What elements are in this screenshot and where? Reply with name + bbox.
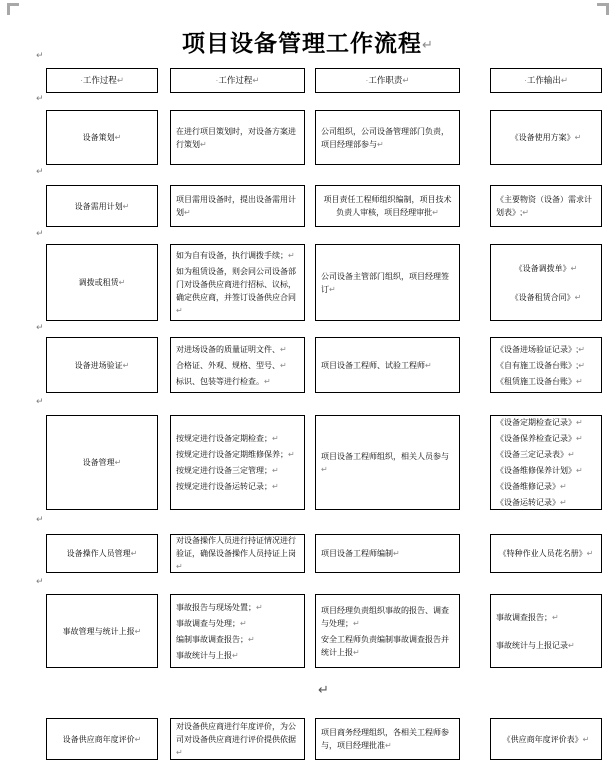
- duty-cell: [315, 534, 460, 573]
- cell-paragraph: [524, 74, 568, 87]
- cell-paragraph: [515, 262, 578, 275]
- pilcrow-mark-icon: ↵: [280, 344, 287, 354]
- content-cell: [170, 110, 305, 165]
- cell-text: 设备供应商年度评价: [62, 734, 135, 744]
- cell-text: 编制事故调查报告；: [176, 634, 248, 644]
- pilcrow-mark-icon: ↵: [36, 166, 44, 176]
- cell-text: 《主要物资（设备）需求计划表》;: [496, 195, 592, 217]
- cell-paragraph: [176, 464, 299, 477]
- space-dot-mark-icon: ·: [365, 75, 369, 85]
- cell-paragraph: [176, 343, 299, 356]
- page-title-text: 项目设备管理工作流程: [182, 30, 423, 57]
- cell-paragraph: [496, 480, 596, 493]
- pilcrow-mark-icon: ↵: [353, 618, 360, 628]
- pilcrow-mark-icon: ↵: [272, 466, 279, 475]
- pilcrow-mark-icon: ↵: [176, 305, 183, 315]
- pilcrow-mark-icon: ↵: [393, 549, 400, 558]
- pilcrow-mark-icon: ↵: [552, 612, 559, 622]
- output-cell: [490, 594, 602, 668]
- pilcrow-mark-icon: ↵: [36, 396, 44, 406]
- cell-paragraph: [176, 633, 299, 646]
- cell-text: 项目设备工程师编制: [321, 549, 393, 558]
- cell-text: 事故管理与统计上报: [62, 626, 135, 636]
- pilcrow-mark-icon: ↵: [582, 734, 590, 744]
- cell-paragraph: [496, 464, 596, 477]
- cell-text: 《租赁施工设备台账》: [496, 376, 576, 386]
- output-cell: [490, 718, 602, 760]
- cell-text: 《设备进场验证记录》;: [496, 344, 579, 354]
- cell-paragraph: [83, 456, 122, 469]
- cell-text: 事故统计与上报记录: [496, 640, 568, 650]
- cell-paragraph: [496, 611, 596, 624]
- cell-text: 项目经理负责组织事故的报告、调查与处理；: [321, 605, 449, 628]
- pilcrow-mark-icon: ↵: [402, 75, 410, 85]
- cell-paragraph: [499, 547, 594, 560]
- cell-text: 公司设备主管部门组织，项目经理签订: [321, 271, 449, 294]
- cell-text: 《设备租赁合同》: [510, 292, 575, 302]
- cell-paragraph: [176, 534, 299, 573]
- cell-paragraph: [321, 359, 454, 372]
- cell-paragraph: [496, 432, 596, 445]
- cell-text: 按规定进行设备定期检查；: [176, 434, 272, 443]
- cell-text: 项目设备工程师、试验工程师: [321, 360, 425, 370]
- cell-paragraph: [67, 547, 138, 560]
- cell-text: 公司组织，公司设备管理部门负责，项目经理部参与: [321, 126, 449, 149]
- pilcrow-mark-icon: ↵: [36, 576, 44, 586]
- process-cell: [46, 718, 158, 760]
- cell-paragraph: [63, 733, 142, 746]
- duty-cell: [315, 110, 460, 165]
- cell-text: 按规定进行设备运转记录；: [176, 482, 272, 491]
- duty-cell: [315, 594, 460, 668]
- pilcrow-mark-icon: ↵: [353, 647, 360, 657]
- cell-paragraph: [321, 270, 454, 296]
- pilcrow-mark-icon: ↵: [36, 228, 44, 238]
- duty-cell: [315, 185, 460, 227]
- pilcrow-mark-icon: ↵: [288, 450, 295, 459]
- cell-text: 事故调查报告；: [496, 612, 552, 622]
- pilcrow-mark-icon: ↵: [560, 498, 567, 507]
- cell-paragraph: [75, 359, 130, 372]
- cell-text: 《设备维修记录》: [496, 482, 560, 491]
- pilcrow-mark-icon: ↵: [522, 208, 529, 217]
- cell-paragraph: [503, 733, 590, 746]
- space-dot-mark-icon: ·: [215, 75, 219, 85]
- cell-text: 项目责任工程师组织编制，项目技术负责人审核，项目经理审批: [323, 195, 452, 217]
- cell-text: 项目需用设备时，提出设备需用计划: [176, 195, 296, 217]
- pilcrow-mark-icon: ↵: [318, 682, 329, 697]
- pilcrow-mark-icon: ↵: [578, 344, 585, 354]
- pilcrow-mark-icon: ↵: [576, 418, 583, 427]
- cell-paragraph: [176, 617, 299, 630]
- pilcrow-mark-icon: ↵: [36, 93, 44, 103]
- cell-paragraph: [79, 276, 126, 289]
- cell-paragraph: [321, 125, 454, 151]
- cell-text: 项目商务经理组织，各相关工程师参与，项目经理批准: [321, 728, 449, 750]
- cell-text: 《设备使用方案》: [510, 133, 575, 142]
- duty-cell: [315, 244, 460, 321]
- cell-paragraph: [176, 649, 299, 662]
- cell-text: 《设备维修保养计划》: [496, 466, 576, 475]
- pilcrow-mark-icon: ↵: [36, 514, 44, 524]
- pilcrow-mark-icon: ↵: [114, 133, 122, 142]
- cell-paragraph: [176, 359, 299, 372]
- cell-text: 按规定进行设备三定管理；: [176, 466, 272, 475]
- content-cell: [170, 337, 305, 393]
- cell-paragraph: [63, 625, 142, 638]
- cell-paragraph: [496, 639, 596, 652]
- pilcrow-mark-icon: ↵: [329, 284, 336, 294]
- pilcrow-mark-icon: ↵: [272, 434, 279, 443]
- cell-paragraph: [321, 726, 454, 752]
- cell-text: 在进行项目策划时，对设备方案进行策划: [176, 126, 296, 149]
- cell-text: 对设备操作人员进行持证情况进行验证，确保设备操作人员持证上岗: [176, 536, 296, 558]
- cell-text: 对进场设备的质量证明文件、: [176, 344, 280, 354]
- cell-paragraph: [366, 74, 410, 87]
- cell-paragraph: [176, 480, 299, 493]
- pilcrow-mark-icon: ↵: [134, 734, 142, 744]
- header-cell-2: [315, 68, 460, 93]
- cell-paragraph: [321, 633, 454, 659]
- cell-paragraph: [321, 547, 454, 560]
- pilcrow-mark-icon: ↵: [176, 747, 183, 757]
- pilcrow-mark-icon: ↵: [576, 466, 583, 475]
- cell-paragraph: [216, 74, 260, 87]
- process-cell: [46, 244, 158, 321]
- cell-paragraph: [176, 601, 299, 614]
- cell-text: 工作过程: [82, 75, 117, 85]
- pilcrow-mark-icon: ↵: [114, 458, 122, 467]
- content-cell: [170, 415, 305, 510]
- pilcrow-mark-icon: ↵: [560, 482, 567, 491]
- pilcrow-mark-icon: ↵: [116, 75, 124, 85]
- content-cell: [170, 534, 305, 573]
- pilcrow-mark-icon: ↵: [118, 278, 126, 287]
- cell-text: 《设备保养检查记录》: [496, 434, 576, 443]
- crop-mark-top-right-icon: [597, 3, 609, 15]
- cell-paragraph: [80, 74, 124, 87]
- content-cell: [170, 185, 305, 227]
- cell-paragraph: [321, 604, 454, 630]
- pilcrow-mark-icon: ↵: [560, 75, 568, 85]
- pilcrow-mark-icon: ↵: [578, 360, 585, 370]
- duty-cell: [315, 415, 460, 510]
- cell-text: 按规定进行设备定期维修保养；: [176, 450, 288, 459]
- duty-cell: [315, 337, 460, 393]
- cell-paragraph: [496, 496, 596, 509]
- output-cell: [490, 244, 602, 321]
- cell-text: 事故报告与现场处置；: [176, 602, 256, 612]
- pilcrow-mark-icon: ↵: [176, 562, 183, 571]
- cell-paragraph: [176, 249, 299, 262]
- cell-text: 如为自有设备，执行调拨手续；: [176, 250, 288, 260]
- cell-text: 合格证、外观、规格、型号、: [176, 360, 280, 370]
- cell-paragraph: [496, 416, 596, 429]
- cell-paragraph: [496, 359, 596, 372]
- cell-text: 标识、包装等进行检查。: [176, 376, 264, 386]
- pilcrow-mark-icon: ↵: [576, 376, 583, 386]
- pilcrow-mark-icon: ↵: [272, 482, 279, 491]
- content-cell: [170, 244, 305, 321]
- pilcrow-mark-icon: ↵: [122, 201, 130, 211]
- cell-paragraph: [176, 125, 299, 151]
- cell-text: 《特种作业人员花名册》: [498, 549, 587, 558]
- cell-paragraph: [321, 193, 454, 219]
- cell-paragraph: [176, 432, 299, 445]
- content-cell: [170, 718, 305, 760]
- cell-text: 工作输出: [526, 75, 561, 85]
- cell-paragraph: [496, 193, 596, 219]
- process-cell: [46, 337, 158, 393]
- pilcrow-mark-icon: ↵: [568, 450, 575, 459]
- output-cell: [490, 415, 602, 510]
- cell-text: 对设备供应商进行年度评价，为公司对设备供应商进行评价提供依据: [176, 721, 296, 744]
- pilcrow-mark-icon: ↵: [288, 250, 295, 260]
- pilcrow-mark-icon: ↵: [574, 133, 582, 142]
- pilcrow-mark-icon: ↵: [385, 741, 392, 750]
- cell-text: 《设备三定记录表》: [496, 450, 568, 459]
- pilcrow-mark-icon: ↵: [248, 634, 255, 644]
- cell-text: 设备管理: [82, 458, 115, 467]
- pilcrow-mark-icon: ↵: [432, 208, 439, 217]
- cell-text: 工作职责: [368, 75, 403, 85]
- cell-text: 如为租赁设备，则会同公司设备部门对设备供应商进行招标、议标，确定供应商，并签订设备供应合同: [176, 266, 296, 302]
- process-cell: [46, 594, 158, 668]
- pilcrow-mark-icon: ↵: [264, 376, 271, 386]
- process-cell: [46, 110, 158, 165]
- cell-text: 《设备调拨单》: [514, 263, 571, 273]
- cell-paragraph: [83, 131, 122, 144]
- process-cell: [46, 534, 158, 573]
- cell-text: 《设备定期检查记录》: [496, 418, 576, 427]
- cell-text: 事故调查与处理；: [176, 618, 240, 628]
- cell-paragraph: [511, 131, 582, 144]
- pilcrow-mark-icon: ↵: [252, 75, 260, 85]
- space-dot-mark-icon: ·: [80, 75, 83, 85]
- pilcrow-mark-icon: ↵: [240, 618, 247, 628]
- cell-paragraph: [176, 193, 299, 219]
- cell-paragraph: [176, 448, 299, 461]
- cell-paragraph: [496, 343, 596, 356]
- cell-text: 《供应商年度评价表》: [502, 734, 583, 744]
- pilcrow-mark-icon: ↵: [184, 208, 191, 217]
- pilcrow-mark-icon: ↵: [36, 322, 44, 332]
- cell-paragraph: [176, 265, 299, 317]
- cell-text: 设备操作人员管理: [66, 549, 131, 558]
- cell-text: 设备进场验证: [74, 360, 123, 370]
- cell-paragraph: [75, 200, 130, 213]
- pilcrow-mark-icon: ↵: [425, 360, 432, 370]
- cell-text: 设备策划: [82, 133, 115, 142]
- process-cell: [46, 185, 158, 227]
- cell-text: 《设备运转记录》: [496, 498, 560, 507]
- cell-paragraph: [496, 448, 596, 461]
- pilcrow-mark-icon: ↵: [321, 464, 328, 474]
- duty-cell: [315, 718, 460, 760]
- cell-text: 项目设备工程师组织，相关人员参与: [321, 451, 449, 461]
- pilcrow-mark-icon: ↵: [256, 602, 263, 612]
- cell-text: 调拨或租赁: [78, 278, 119, 287]
- pilcrow-mark-icon: ↵: [200, 139, 207, 149]
- output-cell: [490, 534, 602, 573]
- pilcrow-mark-icon: ↵: [377, 139, 384, 149]
- cell-text: 安全工程师负责编制事故调查报告并统计上报: [321, 634, 449, 657]
- pilcrow-mark-icon: ↵: [422, 37, 434, 53]
- space-dot-mark-icon: ·: [524, 75, 527, 85]
- cell-paragraph: [511, 291, 582, 304]
- pilcrow-mark-icon: ↵: [280, 360, 287, 370]
- pilcrow-mark-icon: ↵: [134, 626, 142, 636]
- pilcrow-mark-icon: ↵: [130, 549, 138, 558]
- cell-text: 工作过程: [218, 75, 253, 85]
- pilcrow-mark-icon: ↵: [36, 50, 44, 60]
- process-cell: [46, 415, 158, 510]
- page-title: [0, 25, 616, 58]
- cell-text: 《自有施工设备台账》;: [496, 360, 579, 370]
- cell-paragraph: [496, 375, 596, 388]
- pilcrow-mark-icon: ↵: [568, 640, 575, 650]
- cell-text: 事故统计与上报: [176, 650, 232, 660]
- crop-mark-top-left-icon: [7, 3, 19, 15]
- output-cell: [490, 110, 602, 165]
- header-cell-1: [170, 68, 305, 93]
- cell-paragraph: [321, 450, 454, 476]
- pilcrow-mark-icon: ↵: [122, 360, 130, 370]
- cell-paragraph: [176, 720, 299, 759]
- cell-paragraph: [176, 375, 299, 388]
- output-cell: [490, 337, 602, 393]
- pilcrow-mark-icon: ↵: [576, 434, 583, 443]
- pilcrow-mark-icon: ↵: [574, 292, 582, 302]
- output-cell: [490, 185, 602, 227]
- pilcrow-mark-icon: ↵: [232, 650, 239, 660]
- header-cell-0: [46, 68, 158, 93]
- pilcrow-mark-icon: ↵: [586, 549, 594, 558]
- content-cell: [170, 594, 305, 668]
- pilcrow-mark-icon: ↵: [570, 263, 578, 273]
- header-cell-3: [490, 68, 602, 93]
- cell-text: 设备需用计划: [74, 201, 123, 211]
